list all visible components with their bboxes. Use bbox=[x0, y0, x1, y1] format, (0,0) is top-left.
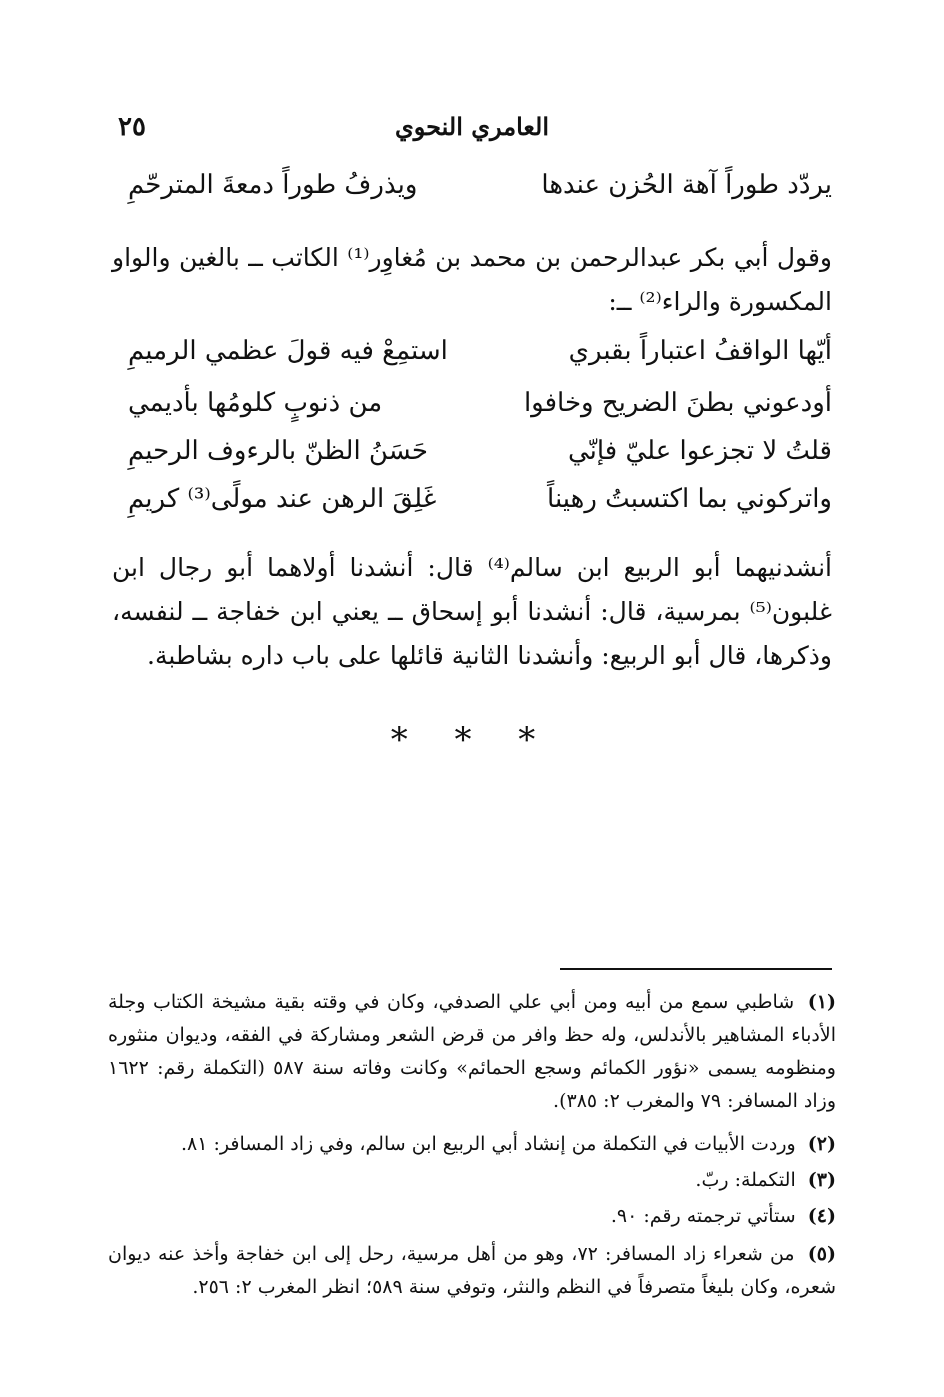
footnote-4 bbox=[108, 1200, 836, 1233]
footnote-divider bbox=[560, 968, 832, 970]
running-header-title: العامري النحوي bbox=[394, 112, 549, 141]
poem-second-hemistich: غَلِقَ الرهن عند مولًى⁽³⁾ كريمِ bbox=[128, 484, 437, 514]
verse-second-hemistich: ويذرفُ طوراً دمعةَ المترحّمِ bbox=[128, 170, 418, 200]
footnote-2 bbox=[108, 1128, 836, 1161]
poem-first-hemistich: واتركوني بما اكتسبتُ رهيناً bbox=[547, 484, 832, 514]
footnote-text: شاطبي سمع من أبيه ومن أبي علي الصدفي، وكان في وقته بقية مشيخة الكتاب وجلة الأدباء المشاهير بالأندلس، وله حظ وافر من قرض الشعر ومشاركة في الفقه، وديوان منثوره ومنظومه يسمى «نؤور الكمائم وسجع الحمائم» وكانت وفاته سنة ٥٨٧ (التكملة رقم: ١٦٢٢ وزاد المسافر: ٧٩ والمغرب ٢: ٣٨٥). bbox=[108, 991, 836, 1112]
footnote-3 bbox=[108, 1164, 836, 1197]
footnote-text: ستأتي ترجمته رقم: ٩٠. bbox=[610, 1205, 796, 1227]
footnote-text: من شعراء زاد المسافر: ٧٢، وهو من أهل مرسية، رحل إلى ابن خفاجة وأخذ عنه ديوان شعره، وكان بليغاً متصرفاً في النظم والنثر، وتوفي سنة ٥٨٩؛ انظر المغرب ٢: ٢٥٦. bbox=[108, 1243, 836, 1298]
poem-second-hemistich: من ذنوبٍ كلومُها بأديمي bbox=[128, 388, 383, 418]
prose-paragraph-2: أنشدنيهما أبو الربيع ابن سالم⁽⁴⁾ قال: أنشدنا أولاهما أبو رجال ابن غلبون⁽⁵⁾ بمرسية، قال: أنشدنا أبو إسحاق ــ يعني ابن خفاجة ــ لنفسه، وذكرها، قال أبو الربيع: وأنشدنا الثانية قائلها على باب داره بشاطبة. bbox=[112, 553, 832, 670]
poem-second-hemistich: استمِعْ فيه قولَ عظمي الرميمِ bbox=[128, 336, 448, 366]
poem-first-hemistich: أودعوني بطنَ الضريح وخافوا bbox=[523, 388, 832, 418]
footnote-text: وردت الأبيات في التكملة من إنشاد أبي الربيع ابن سالم، وفي زاد المسافر: ٨١. bbox=[180, 1133, 796, 1155]
poem-first-hemistich: قلتُ لا تجزعوا عليّ فإنّي bbox=[567, 436, 832, 466]
poem-second-hemistich: حَسَنُ الظنّ بالرءوف الرحيمِ bbox=[128, 436, 428, 466]
footnote-number: (٤) bbox=[807, 1205, 836, 1227]
poem-verse-3 bbox=[120, 436, 832, 476]
poem-verse-2 bbox=[120, 388, 832, 428]
poem-verse-4 bbox=[120, 484, 832, 524]
footnote-1 bbox=[108, 986, 836, 1118]
footnote-number: (٢) bbox=[807, 1133, 836, 1155]
verse-first-hemistich: يردّد طوراً آهة الحُزن عندها bbox=[541, 170, 832, 200]
prose-paragraph-1: وقول أبي بكر عبدالرحمن بن محمد بن مُغاوِر⁽¹⁾ الكاتب ــ بالغين والواو المكسورة والراء⁽²⁾ ــ: bbox=[112, 243, 832, 316]
footnote-number: (٣) bbox=[807, 1169, 836, 1191]
section-separator: * * * bbox=[390, 720, 554, 760]
poem-first-hemistich: أيّها الواقفُ اعتباراً بقبري bbox=[568, 336, 832, 366]
footnote-text: التكملة: ربّ. bbox=[695, 1169, 796, 1191]
verse-line bbox=[120, 170, 832, 210]
footnote-number: (١) bbox=[807, 991, 836, 1013]
footnote-5 bbox=[108, 1238, 836, 1304]
poem-verse-1 bbox=[120, 336, 832, 376]
page-number: ٢٥ bbox=[118, 112, 146, 142]
footnote-number: (٥) bbox=[807, 1243, 836, 1265]
